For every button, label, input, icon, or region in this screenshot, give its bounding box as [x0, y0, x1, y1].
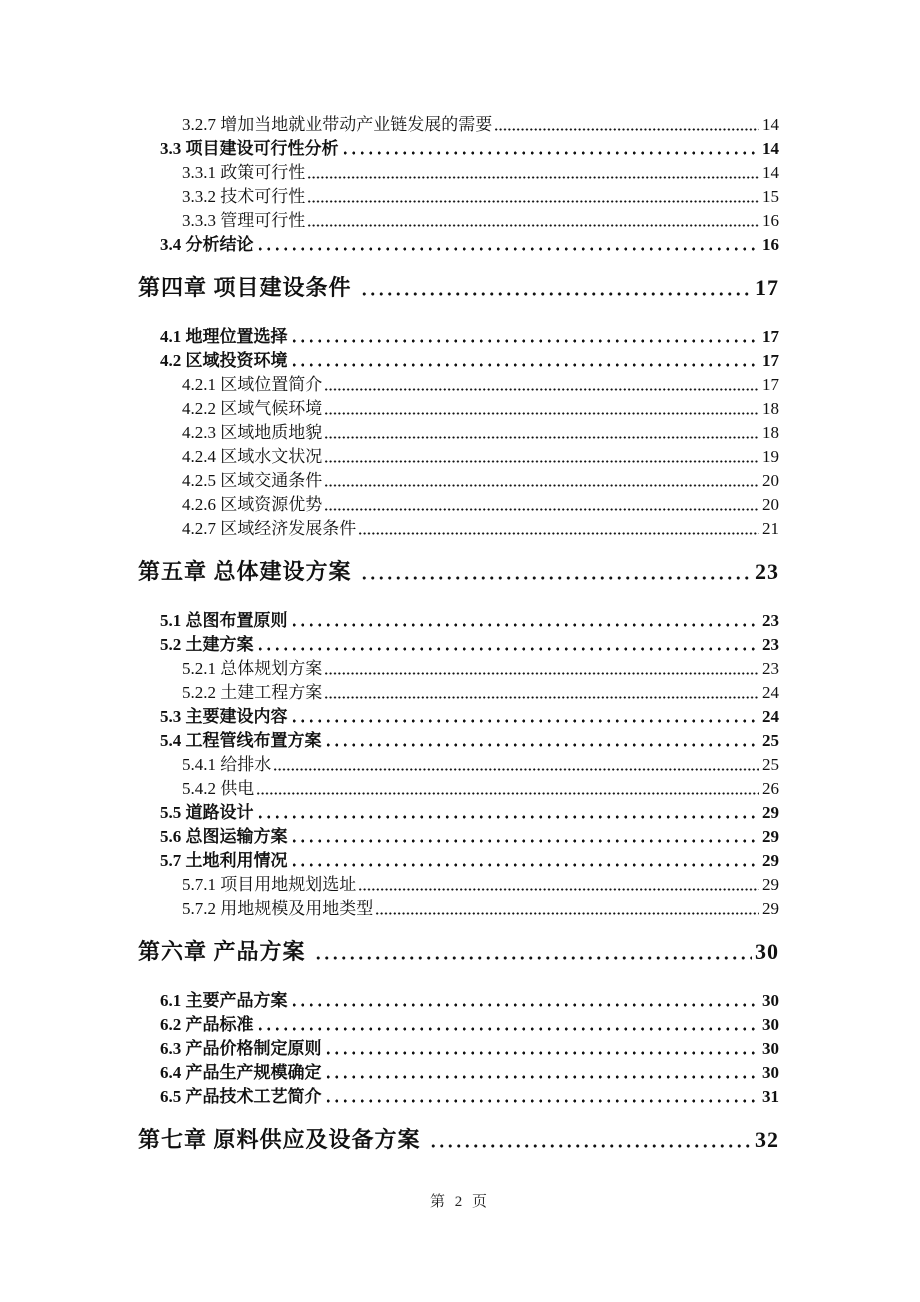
toc-entry-label: 6.1 主要产品方案 [160, 991, 288, 1010]
dot-leader-icon [314, 936, 752, 968]
toc-entry-l3[interactable] [138, 493, 779, 517]
toc-entry-label: 5.2.2 土建工程方案 [182, 683, 323, 702]
toc-entry-label: 5.5 道路设计 [160, 803, 254, 822]
dot-leader-icon [324, 1061, 760, 1085]
dot-leader-icon [429, 1124, 752, 1156]
toc-entry-chapter[interactable] [138, 936, 779, 968]
dot-leader-icon [324, 657, 759, 681]
toc-entry-label: 4.2.2 区域气候环境 [182, 399, 323, 418]
toc-entry-l3[interactable] [138, 373, 779, 397]
toc-entry-l2[interactable] [138, 137, 779, 161]
toc-entry-page: 15 [762, 187, 779, 206]
toc-entry-label: 5.3 主要建设内容 [160, 707, 288, 726]
dot-leader-icon [307, 209, 759, 233]
dot-leader-icon [324, 493, 759, 517]
dot-leader-icon [375, 897, 759, 921]
dot-leader-icon [324, 421, 759, 445]
page-number-label: 第 2 页 [429, 1194, 490, 1210]
toc-entry-label: 4.2.3 区域地质地貌 [182, 423, 323, 442]
toc-entry-label: 3.4 分析结论 [160, 235, 254, 254]
dot-leader-icon [290, 609, 760, 633]
toc-entry-page: 16 [762, 211, 779, 230]
toc-entry-l3[interactable] [138, 469, 779, 493]
toc-entry-page: 20 [762, 471, 779, 490]
toc-entry-l2[interactable] [138, 989, 779, 1013]
dot-leader-icon [290, 325, 760, 349]
toc-entry-label: 4.1 地理位置选择 [160, 327, 288, 346]
toc-entry-label: 4.2.7 区域经济发展条件 [182, 519, 357, 538]
toc-entry-page: 30 [762, 1015, 779, 1034]
dot-leader-icon [494, 113, 759, 137]
toc-entry-label: 5.1 总图布置原则 [160, 611, 288, 630]
dot-leader-icon [290, 849, 760, 873]
toc-entry-page: 14 [762, 115, 779, 134]
toc-entry-label: 4.2.4 区域水文状况 [182, 447, 323, 466]
toc-entry-page: 24 [762, 707, 779, 726]
dot-leader-icon [324, 397, 759, 421]
dot-leader-icon [324, 1037, 760, 1061]
dot-leader-icon [290, 825, 760, 849]
dot-leader-icon [290, 989, 760, 1013]
toc-entry-l3[interactable] [138, 517, 779, 541]
toc-entry-page: 29 [762, 875, 779, 894]
toc-entry-l2[interactable] [138, 1013, 779, 1037]
toc-entry-l3[interactable] [138, 445, 779, 469]
dot-leader-icon [324, 469, 759, 493]
toc-entry-page: 25 [762, 755, 779, 774]
toc-entry-page: 29 [762, 851, 779, 870]
toc-entry-label: 4.2.1 区域位置简介 [182, 375, 323, 394]
toc-entry-page: 30 [762, 1063, 779, 1082]
toc-entry-l2[interactable] [138, 1085, 779, 1109]
toc-entry-page: 17 [755, 275, 779, 300]
dot-leader-icon [324, 445, 759, 469]
toc-entry-chapter[interactable] [138, 272, 779, 304]
toc-entry-page: 18 [762, 399, 779, 418]
toc-entry-l3[interactable] [138, 681, 779, 705]
toc-entry-l3[interactable] [138, 185, 779, 209]
dot-leader-icon [256, 801, 760, 825]
toc-entry-l3[interactable] [138, 873, 779, 897]
toc-entry-l2[interactable] [138, 233, 779, 257]
toc-entry-l2[interactable] [138, 1037, 779, 1061]
toc-entry-page: 16 [762, 235, 779, 254]
toc-entry-l2[interactable] [138, 849, 779, 873]
dot-leader-icon [324, 1085, 760, 1109]
toc-entry-label: 4.2.5 区域交通条件 [182, 471, 323, 490]
dot-leader-icon [324, 681, 759, 705]
toc-entry-l2[interactable] [138, 705, 779, 729]
toc-entry-page: 14 [762, 139, 779, 158]
toc-list [138, 113, 779, 1177]
toc-entry-label: 5.7.1 项目用地规划选址 [182, 875, 357, 894]
dot-leader-icon [307, 185, 759, 209]
toc-entry-label: 6.3 产品价格制定原则 [160, 1039, 322, 1058]
toc-entry-l2[interactable] [138, 349, 779, 373]
toc-entry-page: 18 [762, 423, 779, 442]
toc-entry-page: 30 [762, 991, 779, 1010]
toc-entry-chapter[interactable] [138, 1124, 779, 1156]
toc-entry-page: 23 [762, 659, 779, 678]
toc-entry-label: 5.7 土地利用情况 [160, 851, 288, 870]
toc-entry-label: 第五章 总体建设方案 [138, 559, 352, 584]
toc-entry-l3[interactable] [138, 113, 779, 137]
toc-entry-l3[interactable] [138, 753, 779, 777]
dot-leader-icon [290, 705, 760, 729]
toc-entry-label: 3.2.7 增加当地就业带动产业链发展的需要 [182, 115, 493, 134]
toc-entry-label: 5.2 土建方案 [160, 635, 254, 654]
page-footer [0, 1190, 920, 1211]
toc-entry-page: 24 [762, 683, 779, 702]
dot-leader-icon [360, 272, 752, 304]
toc-entry-label: 3.3 项目建设可行性分析 [160, 139, 339, 158]
dot-leader-icon [307, 161, 759, 185]
toc-entry-page: 21 [762, 519, 779, 538]
dot-leader-icon [256, 777, 759, 801]
toc-entry-label: 3.3.1 政策可行性 [182, 163, 306, 182]
toc-entry-label: 3.3.3 管理可行性 [182, 211, 306, 230]
toc-entry-page: 31 [762, 1087, 779, 1106]
toc-entry-l3[interactable] [138, 897, 779, 921]
toc-entry-l3[interactable] [138, 777, 779, 801]
toc-entry-label: 4.2 区域投资环境 [160, 351, 288, 370]
toc-entry-label: 6.4 产品生产规模确定 [160, 1063, 322, 1082]
toc-entry-l2[interactable] [138, 1061, 779, 1085]
toc-entry-page: 17 [762, 351, 779, 370]
toc-entry-l3[interactable] [138, 397, 779, 421]
toc-entry-page: 17 [762, 375, 779, 394]
toc-entry-page: 20 [762, 495, 779, 514]
toc-entry-page: 29 [762, 803, 779, 822]
toc-entry-label: 第七章 原料供应及设备方案 [138, 1127, 421, 1152]
toc-entry-page: 29 [762, 899, 779, 918]
toc-entry-label: 5.7.2 用地规模及用地类型 [182, 899, 374, 918]
toc-entry-page: 14 [762, 163, 779, 182]
dot-leader-icon [358, 873, 759, 897]
toc-entry-label: 第六章 产品方案 [138, 939, 306, 964]
toc-entry-l3[interactable] [138, 657, 779, 681]
toc-entry-label: 3.3.2 技术可行性 [182, 187, 306, 206]
toc-entry-label: 第四章 项目建设条件 [138, 275, 352, 300]
dot-leader-icon [341, 137, 760, 161]
dot-leader-icon [360, 556, 752, 588]
toc-entry-page: 25 [762, 731, 779, 750]
dot-leader-icon [256, 1013, 760, 1037]
toc-entry-l2[interactable] [138, 633, 779, 657]
toc-entry-page: 30 [762, 1039, 779, 1058]
toc-entry-label: 5.4 工程管线布置方案 [160, 731, 322, 750]
toc-entry-l2[interactable] [138, 609, 779, 633]
toc-entry-label: 5.6 总图运输方案 [160, 827, 288, 846]
dot-leader-icon [358, 517, 759, 541]
toc-entry-page: 23 [762, 635, 779, 654]
toc-entry-page: 19 [762, 447, 779, 466]
toc-entry-l3[interactable] [138, 421, 779, 445]
toc-entry-page: 23 [762, 611, 779, 630]
toc-entry-l3[interactable] [138, 161, 779, 185]
toc-entry-l2[interactable] [138, 801, 779, 825]
toc-entry-page: 17 [762, 327, 779, 346]
toc-entry-l2[interactable] [138, 325, 779, 349]
toc-entry-page: 26 [762, 779, 779, 798]
toc-entry-label: 6.5 产品技术工艺简介 [160, 1087, 322, 1106]
toc-entry-page: 30 [755, 939, 779, 964]
dot-leader-icon [256, 233, 760, 257]
dot-leader-icon [273, 753, 759, 777]
dot-leader-icon [256, 633, 760, 657]
dot-leader-icon [324, 373, 759, 397]
toc-entry-label: 5.4.2 供电 [182, 779, 255, 798]
toc-entry-page: 32 [755, 1127, 779, 1152]
dot-leader-icon [324, 729, 760, 753]
dot-leader-icon [290, 349, 760, 373]
toc-entry-l3[interactable] [138, 209, 779, 233]
toc-entry-label: 5.2.1 总体规划方案 [182, 659, 323, 678]
toc-entry-page: 23 [755, 559, 779, 584]
toc-entry-label: 6.2 产品标准 [160, 1015, 254, 1034]
toc-entry-l2[interactable] [138, 729, 779, 753]
toc-entry-l2[interactable] [138, 825, 779, 849]
toc-entry-label: 4.2.6 区域资源优势 [182, 495, 323, 514]
toc-entry-chapter[interactable] [138, 556, 779, 588]
toc-entry-page: 29 [762, 827, 779, 846]
toc-entry-label: 5.4.1 给排水 [182, 755, 272, 774]
